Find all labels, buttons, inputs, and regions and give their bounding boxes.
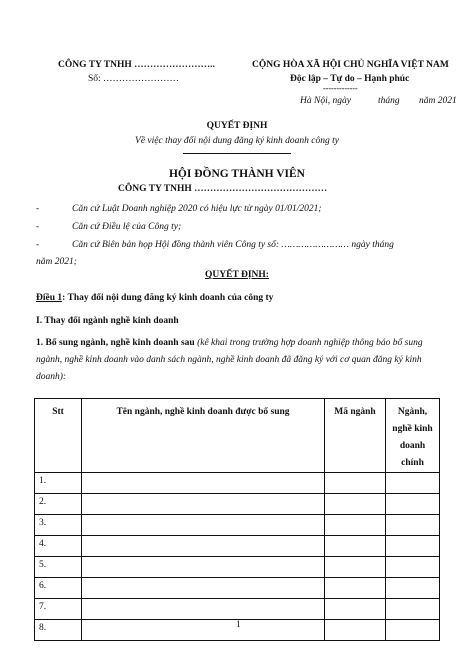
cell-code[interactable] xyxy=(325,473,386,494)
title-rule xyxy=(183,153,291,154)
basis-item: Căn cứ Luật Doanh nghiệp 2020 có hiệu lực từ ngày 01/01/2021; xyxy=(72,204,322,214)
cell-name[interactable] xyxy=(82,578,325,599)
table-row xyxy=(35,494,440,515)
item-note: (kê khai trong trường hợp doanh nghiệp thông báo bổ sung ngành, nghề kinh doanh vào danh sách ngành, nghề kinh doanh đã đăng ký với cơ quan đăng ký kinh doanh): xyxy=(36,338,423,382)
table-row xyxy=(35,536,440,557)
row-index: 1. xyxy=(35,473,82,494)
business-lines-table xyxy=(34,398,440,641)
cell-main[interactable] xyxy=(386,494,440,515)
cell-code[interactable] xyxy=(325,557,386,578)
row-index: 5. xyxy=(35,557,82,578)
decision-subtitle: Về việc thay đổi nội dung đăng ký kinh doanh công ty xyxy=(135,136,339,146)
cell-code[interactable] xyxy=(325,599,386,620)
table-header-row xyxy=(35,399,440,473)
table-row xyxy=(35,557,440,578)
national-motto: Độc lập – Tự do – Hạnh phúc xyxy=(290,74,410,84)
table-row xyxy=(35,599,440,620)
cell-name[interactable] xyxy=(82,557,325,578)
item-paragraph xyxy=(36,335,441,386)
column-header-stt: Stt xyxy=(35,399,82,473)
motto-rule: ------------- xyxy=(323,84,358,93)
row-index: 4. xyxy=(35,536,82,557)
article-1 xyxy=(36,293,273,303)
company-name: CÔNG TY TNHH …………………….. xyxy=(58,60,215,70)
basis-dash: - xyxy=(36,204,40,214)
cell-code[interactable] xyxy=(325,578,386,599)
cell-name[interactable] xyxy=(82,473,325,494)
cell-name[interactable] xyxy=(82,599,325,620)
cell-main[interactable] xyxy=(386,620,440,641)
cell-name[interactable] xyxy=(82,494,325,515)
basis-dash: - xyxy=(36,222,40,232)
basis-dash: - xyxy=(36,240,40,250)
decision-title: QUYẾT ĐỊNH xyxy=(206,121,268,131)
cell-code[interactable] xyxy=(325,515,386,536)
cell-main[interactable] xyxy=(386,578,440,599)
council-heading: HỘI ĐỒNG THÀNH VIÊN xyxy=(168,168,305,180)
cell-main[interactable] xyxy=(386,515,440,536)
cell-main[interactable] xyxy=(386,536,440,557)
decision-heading: QUYẾT ĐỊNH: xyxy=(205,270,269,280)
cell-code[interactable] xyxy=(325,620,386,641)
cell-name[interactable] xyxy=(82,620,325,641)
basis-item: Căn cứ Điều lệ của Công ty; xyxy=(72,222,182,232)
column-header-main: Ngành, nghề kinh doanh chính xyxy=(386,399,440,473)
row-index: 6. xyxy=(35,578,82,599)
row-index: 3. xyxy=(35,515,82,536)
cell-main[interactable] xyxy=(386,599,440,620)
basis-item: Căn cứ Biên bản họp Hội đồng thành viên Công ty số: …………………… ngày tháng xyxy=(72,240,394,250)
date-year: năm 2021 xyxy=(419,96,457,106)
column-header-code: Mã ngành xyxy=(325,399,386,473)
nation-title: CỘNG HÒA XÃ HỘI CHỦ NGHĨA VIỆT NAM xyxy=(252,60,449,70)
cell-main[interactable] xyxy=(386,557,440,578)
date-month: tháng xyxy=(378,96,400,106)
row-index: 7. xyxy=(35,599,82,620)
cell-code[interactable] xyxy=(325,494,386,515)
table-row xyxy=(35,578,440,599)
column-header-name: Tên ngành, nghề kinh doanh được bổ sung xyxy=(82,399,325,473)
section-heading: I. Thay đổi ngành nghề kinh doanh xyxy=(36,316,179,326)
basis-continuation: năm 2021; xyxy=(36,257,77,267)
row-index: 2. xyxy=(35,494,82,515)
document-number: Số: …………………… xyxy=(88,74,180,84)
council-company: CÔNG TY TNHH …………………………………… xyxy=(118,184,328,194)
date-place: Hà Nội, ngày xyxy=(300,96,351,106)
item-title: 1. Bổ sung ngành, nghề kinh doanh sau xyxy=(36,338,195,348)
article-label: Điều 1 xyxy=(36,293,63,303)
article-text: : Thay đổi nội dung đăng ký kinh doanh của công ty xyxy=(62,293,274,303)
cell-name[interactable] xyxy=(82,536,325,557)
cell-code[interactable] xyxy=(325,536,386,557)
table-row xyxy=(35,473,440,494)
row-index: 8. xyxy=(35,620,82,641)
table-row xyxy=(35,515,440,536)
page-number: 1 xyxy=(236,620,241,630)
cell-main[interactable] xyxy=(386,473,440,494)
cell-name[interactable] xyxy=(82,515,325,536)
